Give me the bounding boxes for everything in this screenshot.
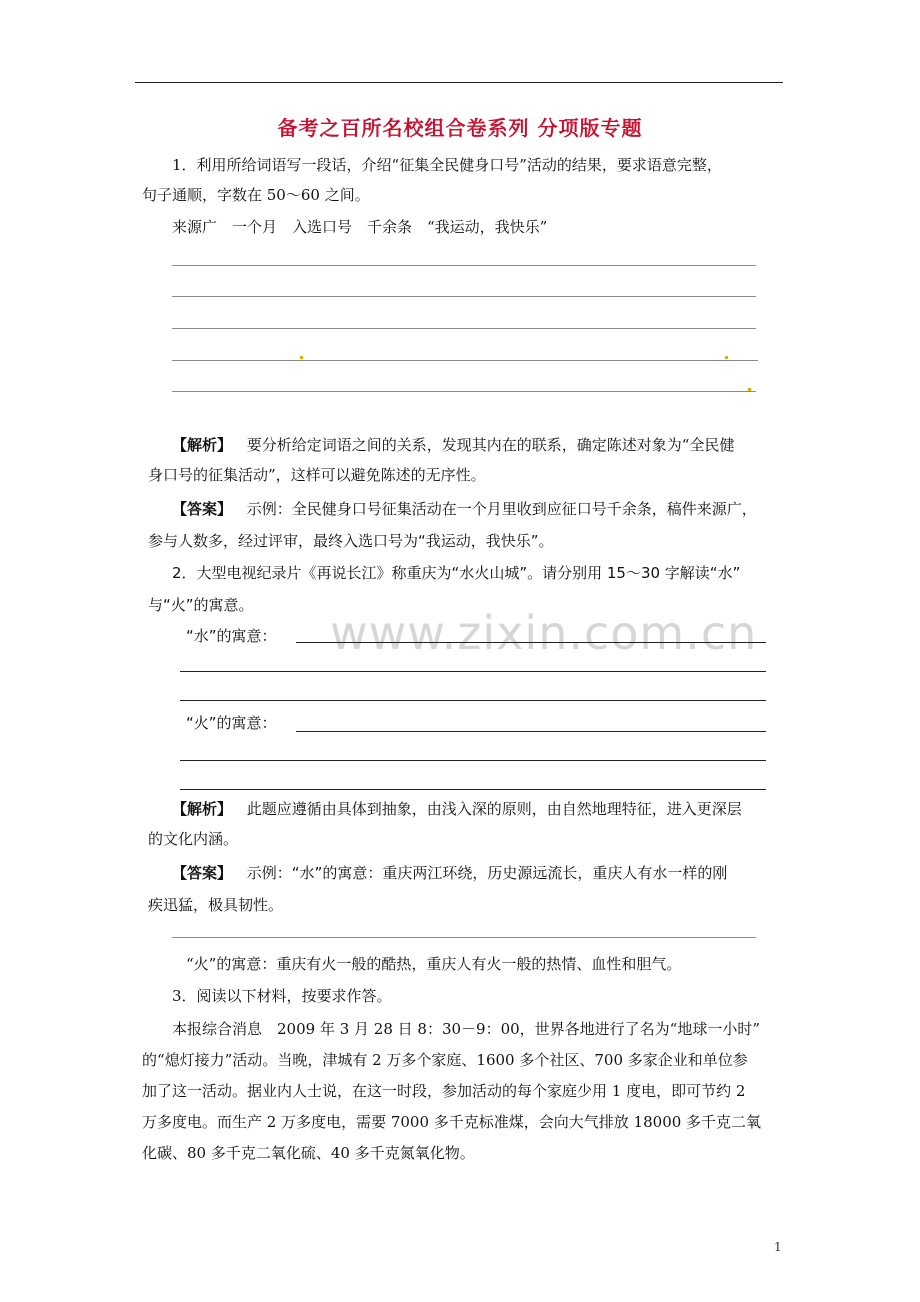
page-title: 备考之百所名校组合卷系列 分项版专题 — [277, 116, 643, 140]
answer-text: 示例：“水”的寓意：重庆两江环绕，历史源远流长，重庆人有水一样的刚 — [246, 864, 728, 882]
q2-analysis-line-2: 的文化内涵。 — [148, 830, 239, 848]
q3-stem: 3．阅读以下材料，按要求作答。 — [172, 987, 392, 1005]
q1-analysis-line-1 — [172, 434, 734, 456]
analysis-text: 此题应遵循由具体到抽象，由浅入深的原则，由自然地理特征，进入更深层 — [246, 800, 742, 818]
answer-line — [180, 789, 766, 790]
q2-answer-line-2: 疾迅猛，极具韧性。 — [148, 896, 284, 914]
analysis-text: 要分析给定词语之间的关系，发现其内在的联系，确定陈述对象为“全民健 — [246, 436, 735, 454]
answer-line — [172, 296, 756, 297]
answer-line — [172, 328, 756, 329]
q2-answer-line-3: “火”的寓意：重庆有火一般的酷热，重庆人有火一般的热情、血性和胆气。 — [186, 955, 682, 973]
answer-tag: 【答案】 — [172, 500, 233, 518]
answer-line — [172, 360, 758, 361]
analysis-tag: 【解析】 — [172, 436, 233, 454]
answer-line — [180, 671, 766, 672]
q3-material-line-5: 化碳、80 多千克二氧化硫、40 多千克氮氧化物。 — [142, 1144, 475, 1162]
q1-answer-line-2: 参与人数多，经过评审，最终入选口号为“我运动，我快乐”。 — [148, 532, 554, 550]
answer-text: 示例：全民健身口号征集活动在一个月里收到应征口号千余条，稿件来源广， — [246, 500, 757, 518]
q2-analysis-line-1 — [172, 798, 742, 820]
q1-word-list: 来源广 一个月 入选口号 千余条 “我运动，我快乐” — [172, 218, 548, 236]
q1-stem-line-1: 1．利用所给词语写一段话，介绍“征集全民健身口号”活动的结果，要求语意完整， — [172, 156, 722, 174]
answer-line — [180, 700, 766, 701]
q2-answer-line-1 — [172, 862, 727, 884]
answer-line — [296, 642, 766, 643]
answer-line — [172, 265, 756, 266]
scan-dot — [748, 388, 751, 391]
q1-analysis-line-2: 身口号的征集活动”，这样可以避免陈述的无序性。 — [148, 466, 486, 484]
answer-line — [172, 937, 756, 938]
analysis-tag: 【解析】 — [172, 800, 233, 818]
water-meaning-label: “水”的寓意： — [186, 627, 277, 645]
q2-stem-line-1: 2．大型电视纪录片《再说长江》称重庆为“水火山城”。请分别用 15～30 字解读“水” — [172, 564, 741, 582]
watermark-text: www.zixin.com.cn — [330, 606, 758, 660]
page-number: 1 — [774, 1240, 782, 1254]
q3-material-line-1: 本报综合消息 2009 年 3 月 28 日 8：30－9：00，世界各地进行了名为“地球一小时” — [172, 1020, 761, 1038]
answer-line — [172, 391, 756, 392]
q3-material-line-3: 加了这一活动。据业内人士说，在这一时段，参加活动的每个家庭少用 1 度电，即可节约 2 — [142, 1082, 746, 1100]
scan-dot — [725, 356, 728, 359]
answer-line — [296, 731, 766, 732]
fire-meaning-label: “火”的寓意： — [186, 714, 277, 732]
q1-answer-line-1 — [172, 498, 757, 520]
answer-line — [180, 760, 766, 761]
q3-material-line-2: 的“熄灯接力”活动。当晚，津城有 2 万多个家庭、1600 多个社区、700 多家企业和单位参 — [142, 1051, 748, 1069]
answer-tag: 【答案】 — [172, 864, 233, 882]
header-rule — [135, 82, 783, 83]
q2-stem-line-2: 与“火”的寓意。 — [148, 596, 254, 614]
q3-material-line-4: 万多度电。而生产 2 万多度电，需要 7000 多千克标准煤，会向大气排放 18000 多千克二氧 — [142, 1113, 762, 1131]
q1-stem-line-2: 句子通顺，字数在 50～60 之间。 — [142, 186, 370, 204]
scan-dot — [300, 356, 303, 359]
